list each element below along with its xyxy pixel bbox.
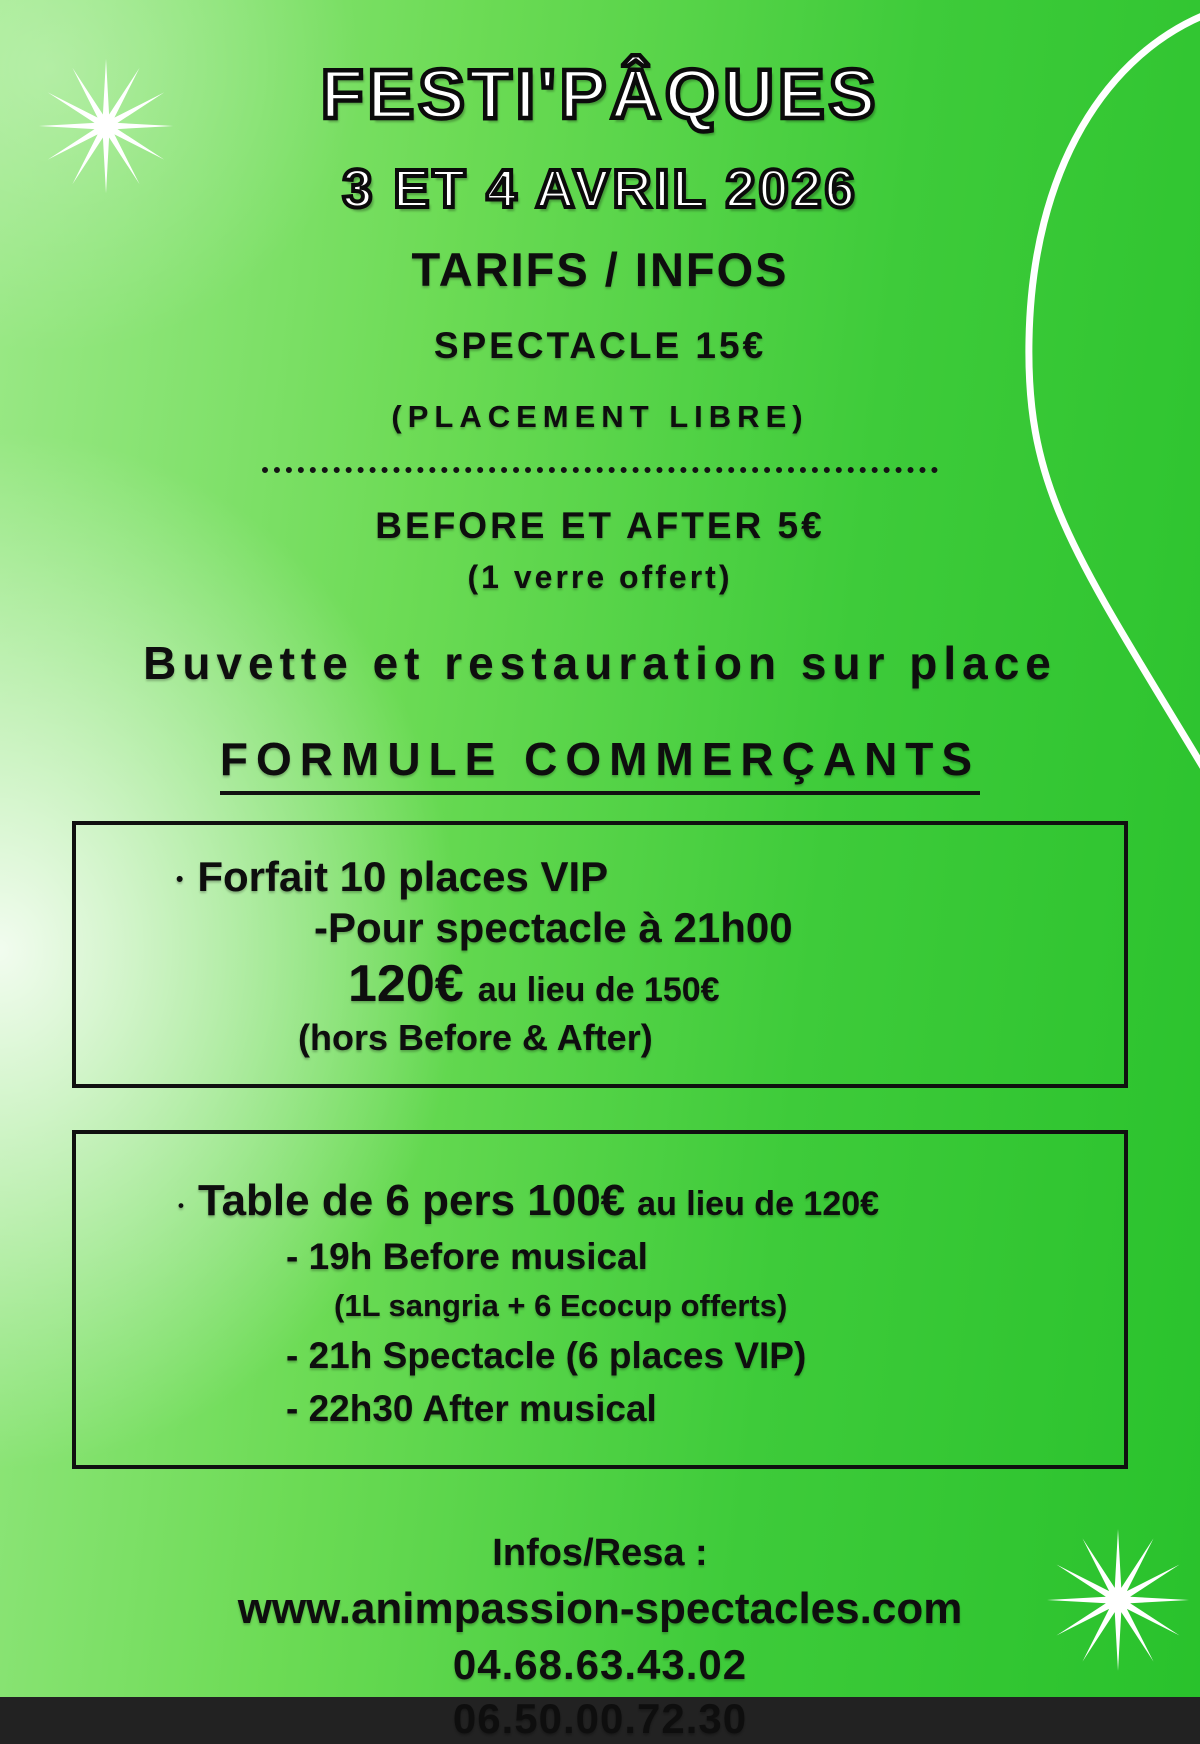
buvette-note: Buvette et restauration sur place (143, 636, 1057, 689)
dotted-separator (262, 467, 938, 473)
offer-line: - 21h Spectacle (6 places VIP) (286, 1334, 807, 1376)
offer-title: Forfait 10 places VIP (197, 852, 609, 900)
section-title-tarifs-infos: TARIFS / INFOS (411, 242, 789, 296)
event-date: 3 ET 4 AVRIL 2026 (342, 158, 858, 219)
footer-contact (0, 1531, 1200, 1744)
website-url: www.animpassion-spectacles.com (237, 1583, 963, 1633)
offer-line: -Pour spectacle à 21h00 (314, 903, 793, 951)
offer-old-price: au lieu de 150€ (477, 970, 720, 1009)
bullet-icon: • (178, 1195, 184, 1215)
offer-line (86, 851, 1114, 902)
offer-price-line (86, 953, 1114, 1016)
formule-commercants-heading: FORMULE COMMERÇANTS (220, 732, 980, 795)
spectacle-price: SPECTACLE 15€ (433, 324, 767, 366)
free-drink-note: (1 verre offert) (467, 558, 733, 595)
offer-box-table-6 (72, 1130, 1128, 1469)
offer-title: Table de 6 pers 100€ (197, 1176, 626, 1226)
offer-line (86, 1174, 1114, 1228)
bullet-icon: • (176, 867, 184, 891)
phone-number-2: 06.50.00.72.30 (452, 1694, 748, 1742)
offer-old-price: au lieu de 120€ (637, 1185, 880, 1224)
before-after-price: BEFORE ET AFTER 5€ (375, 504, 825, 546)
placement-note: (PLACEMENT LIBRE) (391, 398, 809, 434)
contact-label: Infos/Resa : (492, 1532, 708, 1575)
offer-price: 120€ (348, 954, 464, 1013)
offer-line: - 19h Before musical (286, 1235, 648, 1277)
offer-box-forfait-vip (72, 821, 1128, 1089)
phone-number-1: 04.68.63.43.02 (452, 1640, 748, 1688)
event-title: FESTI'PÂQUES (320, 55, 880, 133)
offer-note: (hors Before & After) (298, 1017, 653, 1059)
offer-note: (1L sangria + 6 Ecocup offerts) (334, 1288, 788, 1324)
offer-line: - 22h30 After musical (286, 1388, 657, 1430)
